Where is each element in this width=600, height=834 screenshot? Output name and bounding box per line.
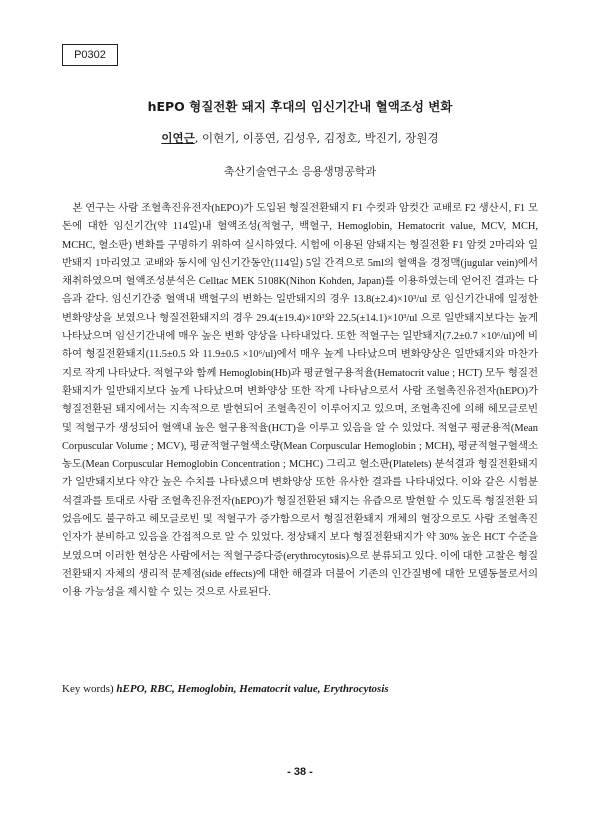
affiliation: 축산기술연구소 응용생명공학과 — [223, 165, 377, 178]
abstract-body — [62, 200, 538, 603]
paper-title: hEPO 형질전환 돼지 후대의 임신기간내 혈액조성 변화 — [147, 99, 453, 114]
keywords-label: Key words) — [62, 683, 114, 695]
co-authors: , 이현기, 이풍연, 김성우, 김정호, 박진기, 장원경 — [194, 131, 439, 145]
keywords-line — [62, 683, 538, 695]
page-number: - 38 - — [287, 766, 313, 778]
first-author: 이연근 — [161, 131, 195, 145]
paper-code-box — [62, 44, 118, 66]
keywords-list: hEPO, RBC, Hemoglobin, Hematocrit value, Erythrocytosis — [116, 683, 389, 695]
paper-code: P0302 — [74, 49, 106, 61]
author-list — [60, 130, 540, 146]
abstract-paragraph: 본 연구는 사람 조혈촉진유전자(hEPO)가 도입된 형질전환돼지 F1 수컷과 암컷간 교배로 F2 생산시, F1 모돈에 대한 임신기간(약 114일)내 혈액조성(적혈구, 백혈구, Hemoglobin, Hematocrit value, MCV, MCH, MCHC, 혈소판) 변화를 구명하기 위하여 실시하였다. 시험에 이용된 암돼지는 형질전환 F1 암컷 2마리와 일반돼지 1마리였고 교배와 동시에 임신기간동안(114일) 5일 간격으로 5ml의 혈액을 경정맥(jugular vein)에서 채취하였으며 혈액조성분석은 Celltac MEK 5108K(Nihon Kohden, Japan)를 이용하였는데 얻어진 결과는 다음과 같다. 임신기간중 혈액내 백혈구의 변화는 일반돼지의 경우 13.8(±2.4)×10³/ul 로 임신기간내에 일정한 변화양상을 보였으나 형질전환돼지의 경우 29.4(±19.4)×10³와 22.5(±14.1)×10³/ul 으로 일반돼지보다는 높게 나타났으며 임신기간내에 매우 높은 변화 양상을 나타내었다. 또한 적혈구는 일반돼지(7.2±0.7 ×10⁶/ul)에 비하여 형질전환돼지(11.5±0.5 와 11.9±0.5 ×10⁶/ul)에서 매우 높게 나타났으며 변화양상은 일반돼지와 마찬가지로 작게 나타났다. 적혈구와 함께 Hemoglobin(Hb)과 평균혈구용적율(Hematocrit value ; HCT) 모두 형질전환돼지가 일반돼지보다 높게 나타났으며 변화양상 또한 작게 나타남으로서 사람 조혈촉진유전자(hEPO)가 형질전환된 돼지에서는 지속적으로 발현되어 조혈촉진이 이루어지고 있으며, 조혈촉진에 의해 헤모글로빈 및 적혈구가 생성되어 혈액내 높은 혈구용적율(HCT)을 이루고 있음을 알 수 있었다. 적혈구 평균용적(Mean Corpuscular Volume ; MCV), 평균적혈구혈색소량(Mean Corpuscular Hemoglobin ; MCH), 평균적혈구혈색소농도(Mean Corpuscular Hemoglobin Concentration ; MCHC) 그리고 혈소판(Platelets) 분석결과 형질전환돼지가 일반돼지보다 약간 높은 수치를 나타냈으며 변화양상 또한 유사한 결과를 나타내었다. 이와 같은 시험분석결과를 토대로 사람 조혈촉진유전자(hEPO)가 형질전환된 돼지는 유즙으로 발현할 수 있도록 형질전환 되었음에도 불구하고 헤모글로빈 및 적혈구가 증가함으로서 형질전환돼지 개체의 혈장으로도 사람 조혈촉진인자가 분비하고 있음을 간접적으로 알 수 있었다. 정상돼지 보다 형질전환돼지가 약 30% 높은 HCT 수준을 보였으며 이러한 현상은 사람에서는 적혈구증다증(erythrocytosis)으로 분류되고 있다. 이에 대한 고찰은 형질전환돼지 자체의 생리적 문제점(side effects)에 대한 해결과 더불어 기존의 인간질병에 대한 모델동물로서의 이용 가능성을 제시할 수 있는 것으로 사료된다. — [62, 203, 538, 599]
